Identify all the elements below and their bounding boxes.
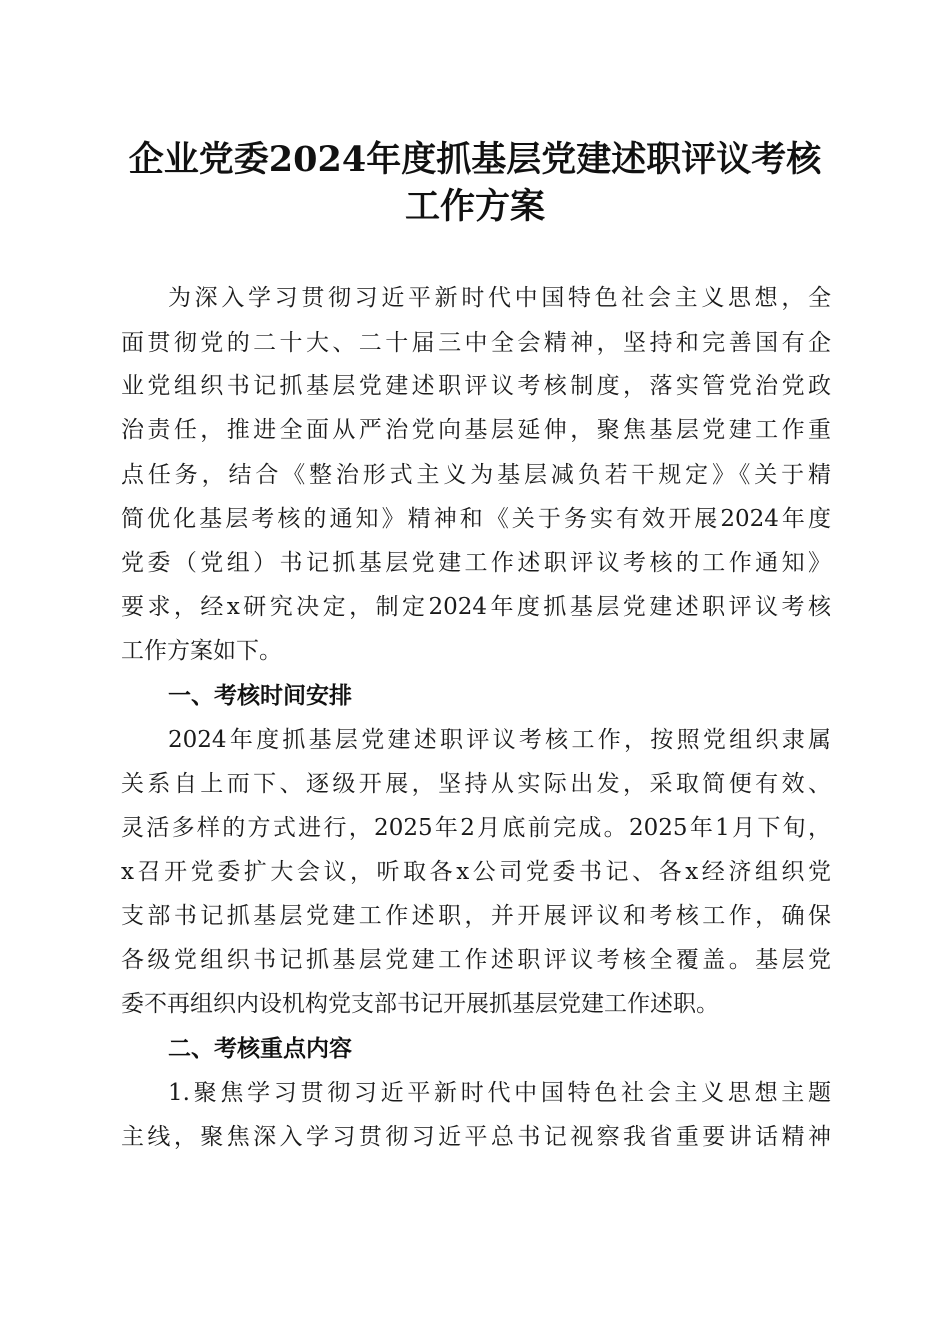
intro-line: 党委（党组）书记抓基层党建工作述职评议考核的工作通知》	[121, 550, 831, 576]
document-title-line-2: 工作方案	[404, 186, 545, 227]
document-title-line-1: 企业党委2024年度抓基层党建述职评议考核	[128, 139, 822, 180]
section1-line: 委不再组织内设机构党支部书记开展抓基层党建工作述职。	[121, 991, 719, 1017]
intro-line: 点任务，结合《整治形式主义为基层减负若干规定》《关于精	[121, 462, 831, 488]
section1-line: x召开党委扩大会议，听取各x公司党委书记、各x经济组织党	[121, 859, 831, 885]
section1-line: 支部书记抓基层党建工作述职，并开展评议和考核工作，确保	[121, 903, 831, 929]
intro-line: 简优化基层考核的通知》精神和《关于务实有效开展2024年度	[121, 506, 831, 532]
section2-line: 1.聚焦学习贯彻习近平新时代中国特色社会主义思想主题	[168, 1080, 831, 1106]
intro-line: 面贯彻党的二十大、二十届三中全会精神，坚持和完善国有企	[121, 330, 831, 356]
section1-line: 各级党组织书记抓基层党建工作述职评议考核全覆盖。基层党	[121, 947, 831, 973]
section-heading-schedule: 一、考核时间安排	[168, 683, 352, 709]
section2-line: 主线，聚焦深入学习贯彻习近平总书记视察我省重要讲话精神	[121, 1124, 831, 1150]
intro-line: 治责任，推进全面从严治党向基层延伸，聚焦基层党建工作重	[121, 417, 831, 443]
intro-line: 要求，经x研究决定，制定2024年度抓基层党建述职评议考核	[121, 594, 831, 620]
section1-line: 灵活多样的方式进行，2025年2月底前完成。2025年1月下旬，	[121, 815, 831, 841]
section1-line: 2024年度抓基层党建述职评议考核工作，按照党组织隶属	[168, 727, 831, 753]
intro-line: 为深入学习贯彻习近平新时代中国特色社会主义思想，全	[168, 285, 831, 311]
section1-line: 关系自上而下、逐级开展，坚持从实际出发，采取简便有效、	[121, 771, 831, 797]
section-heading-key-content: 二、考核重点内容	[168, 1036, 352, 1062]
intro-line: 工作方案如下。	[121, 638, 282, 664]
intro-line: 业党组织书记抓基层党建述职评议考核制度，落实管党治党政	[121, 373, 831, 399]
